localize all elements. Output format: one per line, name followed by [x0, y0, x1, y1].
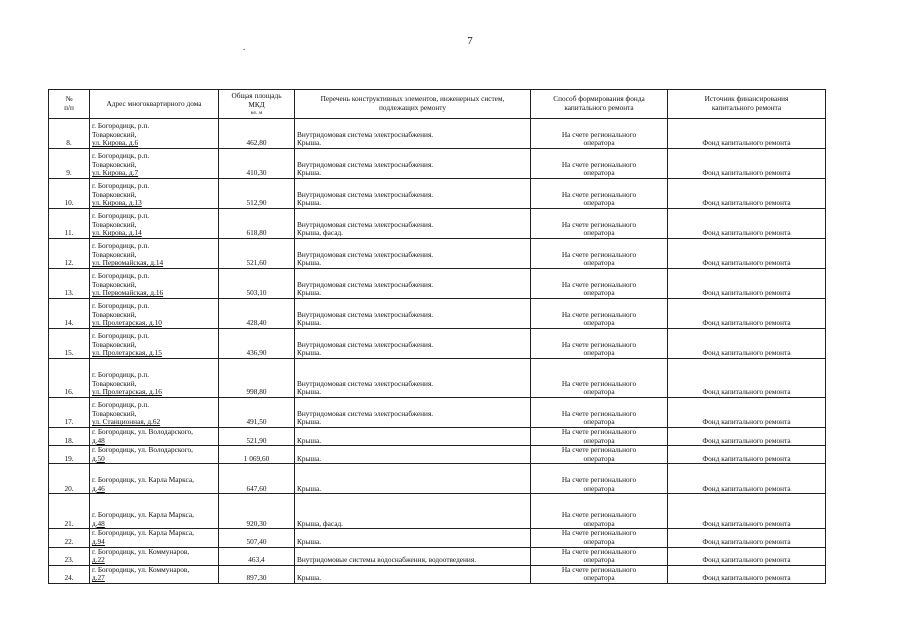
- row-area: 521,90: [219, 428, 295, 446]
- row-elements: Крыша.: [295, 529, 531, 547]
- row-elements: Крыша.: [295, 565, 531, 583]
- row-number: 15.: [49, 329, 90, 359]
- row-method: На счете регионального оператора: [531, 446, 668, 464]
- row-address: г. Богородицк, ул. Карла Маркса, д.46: [90, 464, 219, 494]
- row-elements: Внутридомовая система электроснабжения. Крыша.: [295, 299, 531, 329]
- row-address: г. Богородицк, р.п. Товарковский, ул. Первомайская, д.16: [90, 269, 219, 299]
- header-source: Источник финансирования капитального ремонта: [668, 90, 826, 119]
- row-area: 491,50: [219, 398, 295, 428]
- table-header-row: [49, 90, 826, 119]
- row-number: 21.: [49, 494, 90, 529]
- row-method: На счете регионального оператора: [531, 529, 668, 547]
- table-row: [49, 359, 826, 398]
- row-address: г. Богородицк, ул. Коммунаров, д.22: [90, 547, 219, 565]
- row-method: На счете регионального оператора: [531, 209, 668, 239]
- row-method: На счете регионального оператора: [531, 239, 668, 269]
- row-elements: Крыша.: [295, 464, 531, 494]
- row-address: г. Богородицк, р.п. Товарковский, ул. Пролетарская, д.10: [90, 299, 219, 329]
- row-elements: Внутридомовая система электроснабжения. Крыша.: [295, 359, 531, 398]
- row-source: Фонд капитального ремонта: [668, 494, 826, 529]
- row-area: 998,80: [219, 359, 295, 398]
- row-area: 463,4: [219, 547, 295, 565]
- row-number: 10.: [49, 179, 90, 209]
- row-address: г. Богородицк, р.п. Товарковский, ул. Станционная, д.62: [90, 398, 219, 428]
- table-row: [49, 529, 826, 547]
- row-elements: Внутридомовая система электроснабжения. Крыша.: [295, 179, 531, 209]
- row-address: г. Богородицк, ул. Карла Маркса, д.94: [90, 529, 219, 547]
- table-row: [49, 565, 826, 583]
- table-row: [49, 494, 826, 529]
- row-address: г. Богородицк, ул. Володарского, д.50: [90, 446, 219, 464]
- row-source: Фонд капитального ремонта: [668, 446, 826, 464]
- row-source: Фонд капитального ремонта: [668, 428, 826, 446]
- row-source: Фонд капитального ремонта: [668, 239, 826, 269]
- row-area: 507,40: [219, 529, 295, 547]
- row-number: 11.: [49, 209, 90, 239]
- row-number: 8.: [49, 119, 90, 149]
- row-area: 1 069,60: [219, 446, 295, 464]
- header-area: Общая площадь МКД кв. м: [219, 90, 295, 119]
- row-method: На счете регионального оператора: [531, 428, 668, 446]
- row-number: 16.: [49, 359, 90, 398]
- row-number: 12.: [49, 239, 90, 269]
- row-address: г. Богородицк, р.п. Товарковский, ул. Пролетарская, д.15: [90, 329, 219, 359]
- row-area: 512,90: [219, 179, 295, 209]
- header-address: Адрес многоквартирного дома: [90, 90, 219, 119]
- row-address: г. Богородицк, р.п. Товарковский, ул. Кирова, д.14: [90, 209, 219, 239]
- table-row: [49, 329, 826, 359]
- row-elements: Внутридомовая система электроснабжения. Крыша.: [295, 239, 531, 269]
- row-elements: Внутридомовая система электроснабжения. Крыша.: [295, 398, 531, 428]
- scan-mark: .: [243, 42, 246, 52]
- table-row: [49, 547, 826, 565]
- row-elements: Внутридомовая система электроснабжения. Крыша.: [295, 149, 531, 179]
- header-elements: Перечень конструктивных элементов, инженерных систем, подлежащих ремонту: [295, 90, 531, 119]
- row-address: г. Богородицк, р.п. Товарковский, ул. Кирова, д.7: [90, 149, 219, 179]
- row-method: На счете регионального оператора: [531, 119, 668, 149]
- table-row: [49, 398, 826, 428]
- row-area: 428,40: [219, 299, 295, 329]
- table-row: [49, 299, 826, 329]
- row-address: г. Богородицк, р.п. Товарковский, ул. Пролетарская, д.16: [90, 359, 219, 398]
- row-source: Фонд капитального ремонта: [668, 547, 826, 565]
- row-address: г. Богородицк, ул. Володарского, д.48: [90, 428, 219, 446]
- header-num: № п/п: [49, 90, 90, 119]
- table-row: [49, 464, 826, 494]
- row-method: На счете регионального оператора: [531, 299, 668, 329]
- row-elements: Внутридомовая система электроснабжения. Крыша.: [295, 119, 531, 149]
- table-row: [49, 239, 826, 269]
- table-row: [49, 269, 826, 299]
- row-area: 618,80: [219, 209, 295, 239]
- row-number: 22.: [49, 529, 90, 547]
- row-address: г. Богородицк, р.п. Товарковский, ул. Кирова, д.6: [90, 119, 219, 149]
- row-number: 17.: [49, 398, 90, 428]
- header-method: Способ формирования фонда капитального ремонта: [531, 90, 668, 119]
- table-row: [49, 119, 826, 149]
- row-method: На счете регионального оператора: [531, 565, 668, 583]
- row-area: 462,80: [219, 119, 295, 149]
- row-method: На счете регионального оператора: [531, 464, 668, 494]
- page-number: 7: [467, 35, 473, 47]
- row-method: На счете регионального оператора: [531, 398, 668, 428]
- row-number: 20.: [49, 464, 90, 494]
- row-source: Фонд капитального ремонта: [668, 565, 826, 583]
- row-source: Фонд капитального ремонта: [668, 299, 826, 329]
- table-row: [49, 428, 826, 446]
- row-method: На счете регионального оператора: [531, 547, 668, 565]
- row-source: Фонд капитального ремонта: [668, 529, 826, 547]
- row-elements: Внутридомовая система электроснабжения. Крыша.: [295, 269, 531, 299]
- row-method: На счете регионального оператора: [531, 269, 668, 299]
- row-area: 503,10: [219, 269, 295, 299]
- row-elements: Внутридомовая система электроснабжения. Крыша.: [295, 329, 531, 359]
- row-method: На счете регионального оператора: [531, 149, 668, 179]
- table-row: [49, 446, 826, 464]
- row-elements: Крыша, фасад.: [295, 494, 531, 529]
- row-area: 521,60: [219, 239, 295, 269]
- row-elements: Внутридомовая система электроснабжения. Крыша, фасад.: [295, 209, 531, 239]
- row-method: На счете регионального оператора: [531, 494, 668, 529]
- row-area: 920,30: [219, 494, 295, 529]
- repair-table: [48, 89, 826, 584]
- row-source: Фонд капитального ремонта: [668, 179, 826, 209]
- row-method: На счете регионального оператора: [531, 359, 668, 398]
- row-address: г. Богородицк, р.п. Товарковский, ул. Кирова, д.13: [90, 179, 219, 209]
- row-number: 14.: [49, 299, 90, 329]
- row-number: 19.: [49, 446, 90, 464]
- row-address: г. Богородицк, р.п. Товарковский, ул. Первомайская, д.14: [90, 239, 219, 269]
- row-area: 436,90: [219, 329, 295, 359]
- table-row: [49, 149, 826, 179]
- row-address: г. Богородицк, ул. Коммунаров, д.27: [90, 565, 219, 583]
- row-area: 410,30: [219, 149, 295, 179]
- row-number: 24.: [49, 565, 90, 583]
- row-source: Фонд капитального ремонта: [668, 464, 826, 494]
- row-source: Фонд капитального ремонта: [668, 209, 826, 239]
- row-method: На счете регионального оператора: [531, 329, 668, 359]
- row-source: Фонд капитального ремонта: [668, 398, 826, 428]
- row-number: 18.: [49, 428, 90, 446]
- row-method: На счете регионального оператора: [531, 179, 668, 209]
- row-elements: Внутридомовые системы водоснабжения, водоотведения.: [295, 547, 531, 565]
- row-area: 647,60: [219, 464, 295, 494]
- row-address: г. Богородицк, ул. Карла Маркса, д.48: [90, 494, 219, 529]
- row-source: Фонд капитального ремонта: [668, 359, 826, 398]
- table-row: [49, 209, 826, 239]
- row-source: Фонд капитального ремонта: [668, 149, 826, 179]
- row-source: Фонд капитального ремонта: [668, 269, 826, 299]
- row-number: 23.: [49, 547, 90, 565]
- row-elements: Крыша.: [295, 446, 531, 464]
- row-number: 9.: [49, 149, 90, 179]
- row-number: 13.: [49, 269, 90, 299]
- row-source: Фонд капитального ремонта: [668, 119, 826, 149]
- row-elements: Крыша.: [295, 428, 531, 446]
- table-row: [49, 179, 826, 209]
- row-source: Фонд капитального ремонта: [668, 329, 826, 359]
- row-area: 897,30: [219, 565, 295, 583]
